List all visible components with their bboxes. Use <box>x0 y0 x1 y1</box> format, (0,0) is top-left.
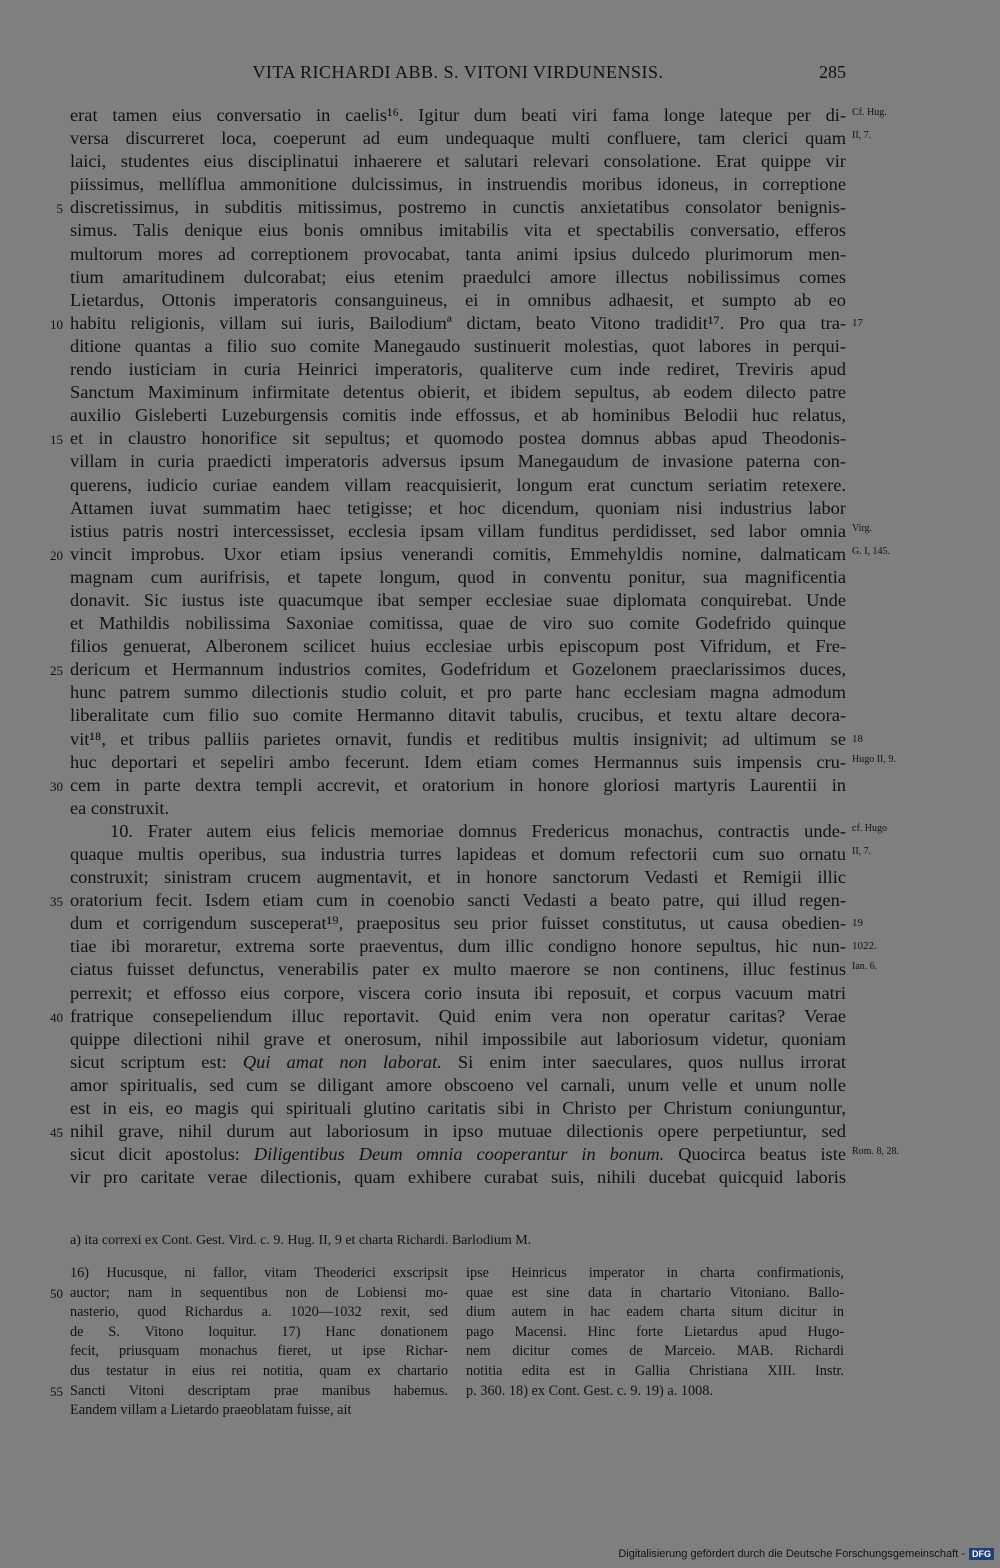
main-text <box>50 104 899 1189</box>
line-number: 35 <box>50 894 63 910</box>
line-text: donavit. Sic iustus iste quacumque ibat semper ecclesiae suae diplomata conquirebat. Unde <box>70 589 846 610</box>
text-line <box>50 889 846 912</box>
line-text: construxit; sinistram crucem augmentavit, et in honore sanctorum Vedasti et Remigii illic <box>70 867 846 888</box>
line-number: 30 <box>50 778 63 794</box>
line-text: 10. Frater autem eius felicis memoriae domnus Fredericus monachus, contractis unde- <box>110 820 846 841</box>
line-text: ditione quantas a filio suo comite Manegaudo sustinuerit molestias, quot labores in perqui- <box>70 335 846 356</box>
line-text: versa discurreret loca, coeperunt ad eum undequaque multi confluere, tam clerici quam <box>70 128 846 149</box>
line-text: dum et corrigendum susceperat¹⁹, praepositus seu prior fuisset constitutus, ut causa obedien- <box>70 913 846 934</box>
text-line <box>70 982 846 1005</box>
footnote-line <box>70 1303 448 1323</box>
line-number: 20 <box>50 547 63 563</box>
line-text: Attamen iuvat summatim haec tetigisse; et hoc dicendum, quoniam nisi industrius labor <box>70 497 846 518</box>
text-line <box>70 958 878 981</box>
italic-quotation: Diligentibus Deum omnia cooperantur in bonum. <box>253 1144 665 1165</box>
footnote-text: quae est sine data in chartario Vitoniano. Ballo- <box>466 1284 844 1301</box>
footnote-line <box>50 1382 448 1402</box>
line-text: Lietardus, Ottonis imperatoris consanguineus, ei in omnibus adhaesit, et sumpto ab eo <box>70 289 846 310</box>
line-text: habitu religionis, villam sui iuris, Bailodiumª dictam, beato Vitono tradidit¹⁷. Pro qua tra- <box>70 312 846 333</box>
footnote-line <box>466 1303 844 1323</box>
margin-note: 19 <box>852 917 863 930</box>
margin-note: II, 7. <box>852 846 872 857</box>
footnote-line <box>466 1342 844 1362</box>
page-header <box>70 62 846 92</box>
text-line <box>70 866 846 889</box>
text-line <box>70 358 846 381</box>
dfg-logo: DFG <box>969 1548 994 1560</box>
text-line <box>50 543 891 566</box>
line-text: et Mathildis nobilissima Saxoniae comitissa, quae de viro suo comite Godefrido quinque <box>70 613 846 634</box>
line-text: rendo iusticiam in curia Heinrici imperatoris, qualiterve cum inde rediret, Treviris apud <box>70 359 846 380</box>
text-line <box>70 566 846 589</box>
footnote-text: fecit, priusquam monachus fieret, ut ipse Richar- <box>70 1343 448 1360</box>
line-text: est in eis, eo magis qui spirituali glutino caritatis sibi in Christo per Christum coniunguntur, <box>70 1098 846 1119</box>
text-line <box>70 843 872 866</box>
critical-apparatus: a) ita correxi ex Cont. Gest. Vird. c. 9. Hug. II, 9 et charta Richardi. Barlodium M. <box>70 1233 532 1248</box>
line-text: quippe dilectioni nihil grave et onerosum, nihil impossibile aut laboriosum videtur, quoniam <box>70 1028 846 1049</box>
text-line <box>70 381 846 404</box>
line-number: 25 <box>50 663 63 679</box>
footnote-text: nem dicitur comes de Marceio. MAB. Richardi <box>466 1343 844 1360</box>
text-line <box>70 150 846 173</box>
text-line <box>56 196 846 219</box>
text-line <box>70 335 846 358</box>
italic-quotation: Qui amat non laborat. <box>242 1051 442 1072</box>
text-line <box>70 912 863 935</box>
margin-note: Rom. 8, 28. <box>852 1146 899 1158</box>
line-text: sicut dicit apostolus: Diligentibus Deum omnia cooperantur in bonum. Quocirca beatus iste <box>70 1144 846 1165</box>
footnote-text: Sancti Vitoni descriptam prae manibus habemus. <box>70 1382 448 1399</box>
line-text: quaque multis operibus, sua industria turres lapideas et domum refectorii cum suo ornatu <box>70 844 846 864</box>
text-line <box>50 1120 846 1143</box>
line-number: 45 <box>50 1125 63 1141</box>
text-line <box>70 820 887 843</box>
margin-note: II, 7. <box>852 130 872 142</box>
footnote-line <box>466 1323 844 1343</box>
text-line <box>70 681 846 704</box>
text-line <box>70 589 846 612</box>
line-text: laici, studentes eius disciplinatui inhaerere et salutari relevari consolatione. Erat quippe vir <box>70 151 846 172</box>
text-line <box>70 1074 846 1097</box>
line-text: huc deportari et sepeliri ambo fecerunt. Idem etiam comes Hermannus suis impensis cru- <box>70 751 846 772</box>
line-number: 10 <box>50 316 63 332</box>
footnotes-left-column <box>50 1264 448 1421</box>
footnote-text: nasterio, quod Richardus a. 1020—1032 rexit, sed <box>70 1304 448 1321</box>
text-line <box>70 520 873 543</box>
line-text: tium amaritudinem dulcorabat; eius etenim praedulci amore illectus nobilissimus comes <box>70 266 846 287</box>
footnotes-right-column <box>466 1264 844 1401</box>
line-text: nihil grave, nihil durum aut laboriosum in ipso mutuae dilectionis opere perpetiuntur, sed <box>70 1121 846 1142</box>
line-text: Sanctum Maximinum infirmitate detentus obierit, et ibidem sepultus, ab eodem dilecto patre <box>70 382 846 403</box>
text-line <box>70 704 846 727</box>
footnote-text: notitia edita est in Gallia Christiana XIII. Instr. <box>466 1362 844 1379</box>
line-text: perrexit; et effosso eius corpore, viscera corio insuta ibi reposuit, et corpus vacuum matri <box>70 982 846 1003</box>
line-text: piissimus, mellíflua ammonitione dulcissimus, in instruendis moribus idoneus, in correptione <box>70 174 846 195</box>
text-line <box>70 1097 846 1120</box>
footnote-text: dium autem in hac eadem charta situm dicitur in <box>466 1304 844 1321</box>
text-line <box>70 219 846 242</box>
credit-text: Digitalisierung gefördert durch die Deutsche Forschungsgemeinschaft - <box>618 1548 965 1560</box>
footnote-text: auctor; nam in sequentibus non de Lobiensi mo- <box>70 1284 448 1301</box>
text-line <box>70 266 846 289</box>
text-line <box>70 127 872 150</box>
line-text: multorum mores ad correptionem provocabat, tanta animi ipsius dulcedo plurimorum men- <box>70 243 846 264</box>
text-line <box>70 751 896 774</box>
margin-note: Hugo II, 9. <box>852 753 896 765</box>
margin-note: 17 <box>852 316 863 329</box>
line-text: fratrique consepeliendum illuc reportavit. Quid enim vera non operatur caritas? Verae <box>70 1005 846 1026</box>
footnote-line <box>466 1362 844 1382</box>
margin-note: 18 <box>852 732 863 745</box>
line-text: oratorium fecit. Isdem etiam cum in coenobio sancti Vedasti a beato patre, qui illud regen- <box>70 890 846 911</box>
text-line <box>50 1005 846 1028</box>
footnote-text: 16) Hucusque, ni fallor, vitam Theoderici exscripsit <box>70 1265 448 1281</box>
margin-note: 1022. <box>852 940 877 953</box>
footnote-line <box>70 1342 448 1362</box>
line-text: istius patris nostri intercessisset, ecclesia ipsam villam funditus perdidisset, sed labor omnia <box>70 520 846 541</box>
line-text: dericum et Hermannum industrios comites, Godefridum et Gozelonem praeclarissimos duces, <box>70 659 846 680</box>
text-line <box>70 243 846 266</box>
text-line <box>70 474 846 497</box>
text-line <box>70 1166 846 1189</box>
text-line <box>50 427 846 450</box>
footnote-text: p. 360. 18) ex Cont. Gest. c. 9. 19) a. 1008. <box>466 1382 713 1399</box>
text-line <box>70 404 846 427</box>
text-line <box>70 289 846 312</box>
line-text: ea construxit. <box>70 797 170 818</box>
footer-credit <box>618 1548 994 1560</box>
footnote-text: Eandem villam a Lietardo praeoblatam fuisse, ait <box>70 1402 352 1419</box>
line-text: tiae ibi moraretur, extrema sorte praeventus, dum illic condigno honore sepultus, hic nun- <box>70 936 846 957</box>
footnote-line <box>466 1382 844 1402</box>
line-number: 40 <box>50 1009 63 1025</box>
line-number: 50 <box>50 1285 63 1301</box>
line-number: 15 <box>50 432 63 448</box>
text-line <box>70 612 846 635</box>
line-number: 5 <box>56 201 63 217</box>
line-text: vincit improbus. Uxor etiam ipsius venerandi comitis, Emmehyldis nomine, dalmaticam <box>70 543 846 564</box>
margin-note: Cf. Hug. <box>852 107 887 118</box>
text-line <box>70 1143 899 1166</box>
text-line <box>70 104 887 127</box>
line-text: erat tamen eius conversatio in caelis¹⁶. Igitur dum beati viri fama longe lateque per di- <box>70 105 846 125</box>
footnote-line <box>70 1264 448 1284</box>
line-text: amor spiritualis, sed cum se diligant amore obscoeno vel carnali, unum velle et unum nolle <box>70 1074 846 1095</box>
text-line <box>70 1028 846 1051</box>
line-text: hunc patrem summo dilectionis studio coluit, et pro parte hanc ecclesiam magna admodum <box>70 682 846 703</box>
line-number: 55 <box>50 1383 63 1399</box>
line-text: liberalitate cum filio suo comite Hermanno ditavit tabulis, crucibus, et textu altare decora- <box>70 705 846 726</box>
text-line <box>70 173 846 196</box>
text-line <box>70 635 846 658</box>
footnote-text: ipse Heinricus imperator in charta confirmationis, <box>466 1265 844 1281</box>
text-line <box>70 450 846 473</box>
running-title: VITA RICHARDI ABB. S. VITONI VIRDUNENSIS. <box>252 62 664 82</box>
text-line <box>50 774 846 797</box>
footnote-text: de S. Vitono loquitur. 17) Hanc donationem <box>70 1323 448 1340</box>
footnote-text: pago Macensi. Hinc forte Lietardus apud Hugo- <box>466 1323 844 1340</box>
text-line <box>70 1051 846 1074</box>
line-text: villam in curia praedicti imperatoris adversus ipsum Manegaudum de invasione paterna con- <box>70 451 846 472</box>
line-text: querens, iudicio curiae eandem villam reacquisierit, longum erat cunctum seriatim retexere. <box>70 474 846 495</box>
line-text: filios genuerat, Alberonem scilicet huius ecclesiae urbis episcopum post Vifridum, et Fre- <box>70 636 846 657</box>
line-text: cem in parte dextra templi accrevit, et oratorium in honore gloriosi martyris Laurentii in <box>70 774 846 795</box>
line-text: ciatus fuisset defunctus, venerabilis pater ex multo maerore se non continens, illuc festinus <box>70 959 846 980</box>
margin-note: cf. Hugo <box>852 822 887 834</box>
footnote-line <box>50 1284 448 1304</box>
footnote-line <box>70 1401 448 1421</box>
footnote-line <box>70 1362 448 1382</box>
text-line <box>70 797 846 820</box>
margin-note: Ian. 6. <box>852 961 878 973</box>
line-text: auxilio Gisleberti Luzeburgensis comitis inde effossus, et ab hominibus Belodii huc relatus, <box>70 405 846 426</box>
text-line <box>70 935 877 958</box>
page-number: 285 <box>819 62 846 82</box>
footnote-line <box>466 1284 844 1304</box>
line-text: vit¹⁸, et tribus palliis parietes ornavit, fundis et reditibus multis insignivit; ad ultimum se <box>70 728 846 749</box>
text-line <box>50 658 846 681</box>
text-line <box>70 728 863 751</box>
footnote-line <box>466 1264 844 1284</box>
line-text: vir pro caritate verae dilectionis, quam exhibere curabat suis, nihili ducebat quicquid laboris <box>70 1167 846 1188</box>
margin-note: G. I, 145. <box>852 545 891 557</box>
footnote-line <box>70 1323 448 1343</box>
footnote-text: dus testatur in eius rei notitia, quam ex chartario <box>70 1362 448 1379</box>
line-text: discretissimus, in subditis mitissimus, postremo in cunctis anxietatibus consolator benignis- <box>70 197 846 218</box>
line-text: et in claustro honorifice sit sepultus; et quomodo postea domnus abbas apud Theodonis- <box>70 428 846 449</box>
text-line <box>50 312 863 335</box>
line-text: simus. Talis denique eius bonis omnibus imitabilis vita et spectabilis conversatio, efferos <box>70 220 846 241</box>
line-text: magnam cum aurifrisis, et tapete longum, quod in conventu ponitur, sua magnificentia <box>70 566 846 587</box>
line-text: sicut scriptum est: Qui amat non laborat. Si enim inter saeculares, quos nullus irrorat <box>70 1051 846 1072</box>
text-line <box>70 497 846 520</box>
margin-note: Virg. <box>852 522 873 534</box>
